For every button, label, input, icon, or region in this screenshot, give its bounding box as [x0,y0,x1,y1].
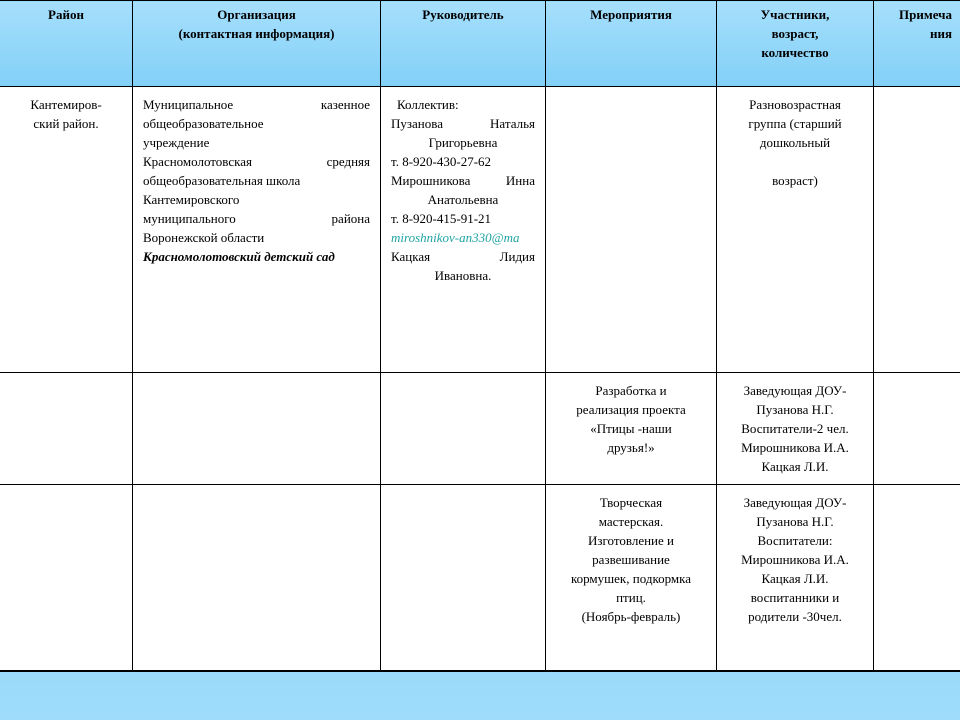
organization-cell [133,373,381,485]
organization-cell [133,485,381,671]
events-cell [546,87,717,373]
header-district: Район [0,1,133,87]
org-line: учреждение [143,135,210,150]
district-cell: Кантемиров- ский район. [0,87,133,373]
district-cell [0,485,133,671]
email-link[interactable]: miroshnikov-an330@ma [391,230,520,245]
header-notes: Примеча ния [874,1,960,87]
org-line: общеобразовательное [143,116,264,131]
org-line: Муниципальное казенное [143,97,370,112]
header-events: Мероприятия [546,1,717,87]
participants-cell: Разновозрастная группа (старший дошкольный возраст) [717,87,874,373]
events-cell: Творческая мастерская. Изготовление и развешивание кормушек, подкормка птиц. (Ноябрь-февраль) [546,485,717,671]
org-line: Воронежской области [143,230,265,245]
table-header-row [0,1,960,87]
header-organization: Организация (контактная информация) [133,1,381,87]
table-row [0,485,960,671]
participants-cell: Заведующая ДОУ- Пузанова Н.Г. Воспитатели: Мирошникова И.А. Кацкая Л.И. воспитанники и родители -30чел. [717,485,874,671]
events-cell: Разработка и реализация проекта «Птицы -наши друзья!» [546,373,717,485]
table-row [0,373,960,485]
participants-cell: Заведующая ДОУ- Пузанова Н.Г. Воспитатели-2 чел. Мирошникова И.А. Кацкая Л.И. [717,373,874,485]
notes-cell [874,485,960,671]
leader-cell: Коллектив: Пузанова Наталья Григорьевна т. 8-920-430-27-62 Мирошникова Инна Анатольевна т. 8-920-415-91-21 miroshnikov-an330@ma Кацкая Лидия Ивановна. [381,87,546,373]
header-leader: Руководитель [381,1,546,87]
leader-cell [381,485,546,671]
table-row [0,87,960,373]
organization-cell [133,87,381,373]
org-line: Кантемировского [143,192,240,207]
header-participants: Участники, возраст, количество [717,1,874,87]
leader-cell [381,373,546,485]
org-line: Красномолотовская средняя [143,154,370,169]
org-line: муниципального района [143,211,370,226]
org-line: общеобразовательная школа [143,173,301,188]
org-name-bold: Красномолотовский детский сад [143,249,335,264]
notes-cell [874,373,960,485]
district-cell [0,373,133,485]
notes-cell [874,87,960,373]
